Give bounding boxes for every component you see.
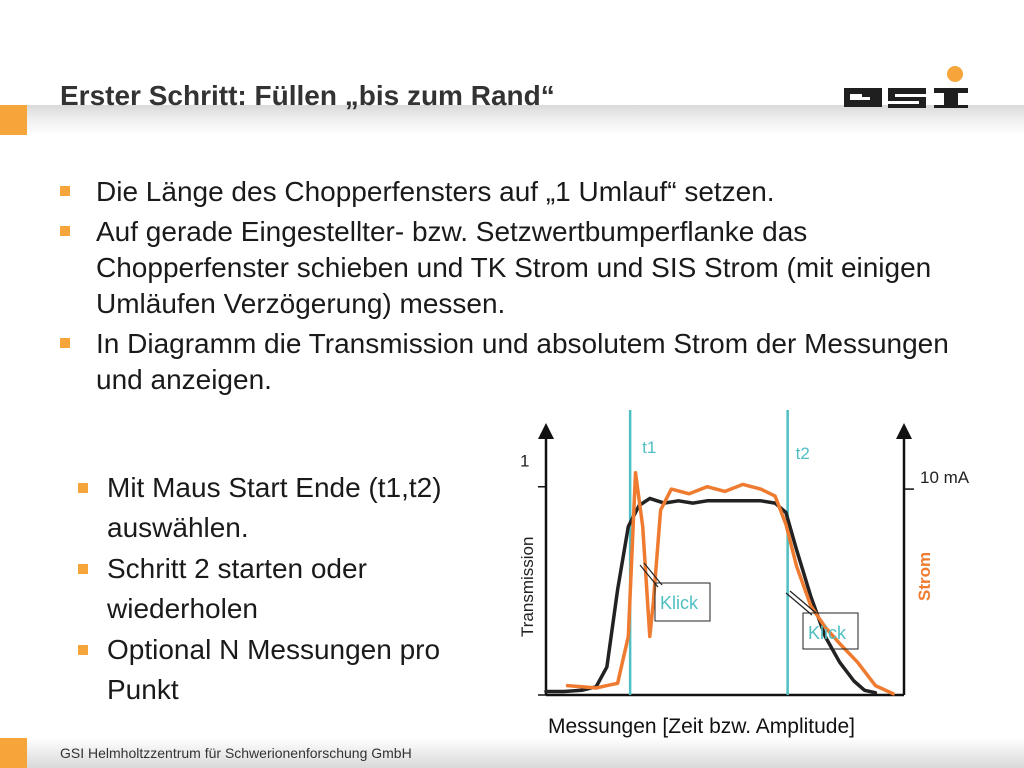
bullet-list — [58, 174, 958, 402]
slide-title: Erster Schritt: Füllen „bis zum Rand“ — [60, 80, 555, 111]
bullet-marker — [78, 645, 88, 655]
gsi-logo — [842, 64, 972, 108]
gsi-logo-dot — [947, 66, 963, 82]
footer-accent-tab — [0, 738, 27, 768]
bullet-text: Auf gerade Eingestellter- bzw. Setzwertbumperflanke das Chopperfenster schieben und TK Strom und SIS Strom (mit einigen Umläufen Verzögerung) messen. — [96, 216, 932, 319]
bullet-text: In Diagramm die Transmission und absolutem Strom der Messungen und anzeigen. — [96, 328, 949, 395]
series-line-strom — [568, 473, 894, 694]
transmission-chart — [500, 405, 1020, 745]
bullet-item — [58, 326, 996, 398]
bullet-item — [58, 174, 958, 210]
sub-bullet-item — [76, 549, 457, 629]
marker-label-t2: t2 — [795, 444, 810, 463]
chart-axes — [538, 423, 914, 695]
bullet-marker — [78, 564, 88, 574]
gsi-logo-s — [888, 88, 926, 108]
y-axis-left-title: Transmission — [518, 536, 537, 637]
callout-label: Klick — [808, 623, 847, 643]
marker-label-t1: t1 — [642, 438, 657, 457]
bullet-marker — [78, 483, 88, 493]
sub-bullet-item — [76, 468, 457, 548]
y-right-tick-label: 10 mA — [920, 468, 970, 488]
y-axis-right-title: Strom — [915, 551, 934, 601]
series-line-transmission — [546, 498, 875, 692]
x-axis-title: Messungen [Zeit bzw. Amplitude] — [548, 715, 855, 738]
y-axis-right-arrow — [896, 423, 912, 439]
callout-label: Klick — [660, 593, 699, 613]
title-accent-tab — [0, 105, 27, 135]
sub-bullet-text: Mit Maus Start Ende (t1,t2) auswählen. — [107, 472, 442, 543]
sub-bullet-list — [76, 468, 476, 711]
bullet-marker — [60, 226, 70, 236]
sub-bullet-item — [76, 630, 457, 710]
bullet-marker — [60, 338, 70, 348]
bullet-item — [58, 214, 956, 322]
y-axis-left-arrow — [538, 423, 554, 439]
sub-bullet-text: Schritt 2 starten oder wiederholen — [107, 553, 367, 624]
gsi-logo-g — [844, 88, 882, 107]
y-left-tick-label: 1 — [520, 451, 530, 471]
sub-bullet-text: Optional N Messungen pro Punkt — [107, 634, 441, 705]
bullet-text: Die Länge des Chopperfensters auf „1 Umlauf“ setzen. — [96, 176, 775, 207]
bullet-marker — [60, 186, 70, 196]
chart-series — [546, 410, 893, 695]
footer-text: GSI Helmholtzzentrum für Schwerionenforschung GmbH — [60, 745, 412, 761]
